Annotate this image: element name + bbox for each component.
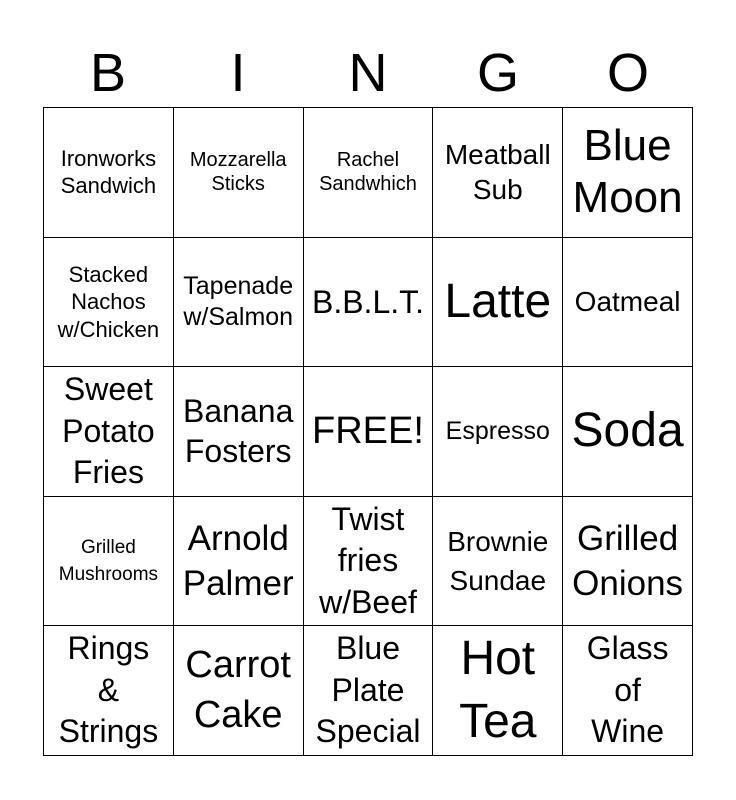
- square-label: Ironworks Sandwich: [60, 145, 157, 199]
- header-letter-o: O: [606, 43, 649, 103]
- header-letter-i: I: [230, 43, 246, 103]
- bingo-square-r2-c3[interactable]: [304, 238, 434, 368]
- square-label: Glass of Wine: [586, 630, 669, 750]
- bingo-square-r1-c3[interactable]: [304, 108, 434, 238]
- bingo-square-r3-c5[interactable]: [563, 367, 693, 497]
- square-label: Hot Tea: [459, 632, 537, 748]
- square-label: Sweet Potato Fries: [62, 371, 155, 491]
- bingo-square-r5-c4[interactable]: [433, 626, 563, 756]
- header-letter-b: B: [89, 43, 127, 103]
- bingo-square-r3-c1[interactable]: [44, 367, 174, 497]
- bingo-square-r2-c2[interactable]: [174, 238, 304, 368]
- square-label: FREE!: [312, 409, 424, 452]
- bingo-square-r5-c5[interactable]: [563, 626, 693, 756]
- bingo-square-r4-c1[interactable]: [44, 497, 174, 627]
- square-label: Brownie Sundae: [447, 525, 549, 597]
- square-label: Tapenade w/Salmon: [183, 271, 294, 331]
- header-letter-g: G: [476, 43, 519, 103]
- bingo-square-r4-c4[interactable]: [433, 497, 563, 627]
- square-label: Blue Plate Special: [315, 630, 421, 750]
- bingo-square-r1-c5[interactable]: [563, 108, 693, 238]
- square-label: Blue Moon: [572, 120, 683, 223]
- square-label: B.B.L.T.: [311, 283, 425, 320]
- square-label: Arnold Palmer: [182, 518, 294, 604]
- square-label: Stacked Nachos w/Chicken: [57, 261, 160, 342]
- bingo-square-r3-c2[interactable]: [174, 367, 304, 497]
- bingo-square-r5-c2[interactable]: [174, 626, 304, 756]
- square-label: Grilled Mushrooms: [58, 536, 159, 586]
- square-label: Twist fries w/Beef: [319, 500, 417, 620]
- bingo-header: [43, 40, 693, 106]
- square-label: Carrot Cake: [185, 644, 291, 736]
- bingo-square-r1-c4[interactable]: [433, 108, 563, 238]
- bingo-square-r1-c2[interactable]: [174, 108, 304, 238]
- square-label: Espresso: [445, 416, 550, 445]
- square-label: Banana Fosters: [183, 393, 294, 470]
- bingo-square-r3-c3[interactable]: [304, 367, 434, 497]
- square-label: Grilled Onions: [572, 518, 684, 604]
- bingo-square-r2-c4[interactable]: [433, 238, 563, 368]
- square-label: Rings & Strings: [58, 630, 159, 750]
- square-label: Soda: [571, 404, 684, 458]
- bingo-square-r4-c2[interactable]: [174, 497, 304, 627]
- bingo-square-r3-c4[interactable]: [433, 367, 563, 497]
- square-label: Oatmeal: [574, 286, 681, 318]
- square-label: Rachel Sandwhich: [319, 149, 417, 196]
- square-label: Latte: [444, 274, 552, 328]
- bingo-square-r1-c1[interactable]: [44, 108, 174, 238]
- bingo-square-r4-c5[interactable]: [563, 497, 693, 627]
- bingo-square-r5-c1[interactable]: [44, 626, 174, 756]
- square-label: Mozzarella Sticks: [189, 149, 287, 196]
- bingo-square-r5-c3[interactable]: [304, 626, 434, 756]
- bingo-square-r2-c1[interactable]: [44, 238, 174, 368]
- bingo-square-r2-c5[interactable]: [563, 238, 693, 368]
- header-letter-n: N: [348, 43, 388, 103]
- square-label: Meatball Sub: [444, 139, 551, 206]
- bingo-square-r4-c3[interactable]: [304, 497, 434, 627]
- bingo-card-grid: [43, 107, 693, 756]
